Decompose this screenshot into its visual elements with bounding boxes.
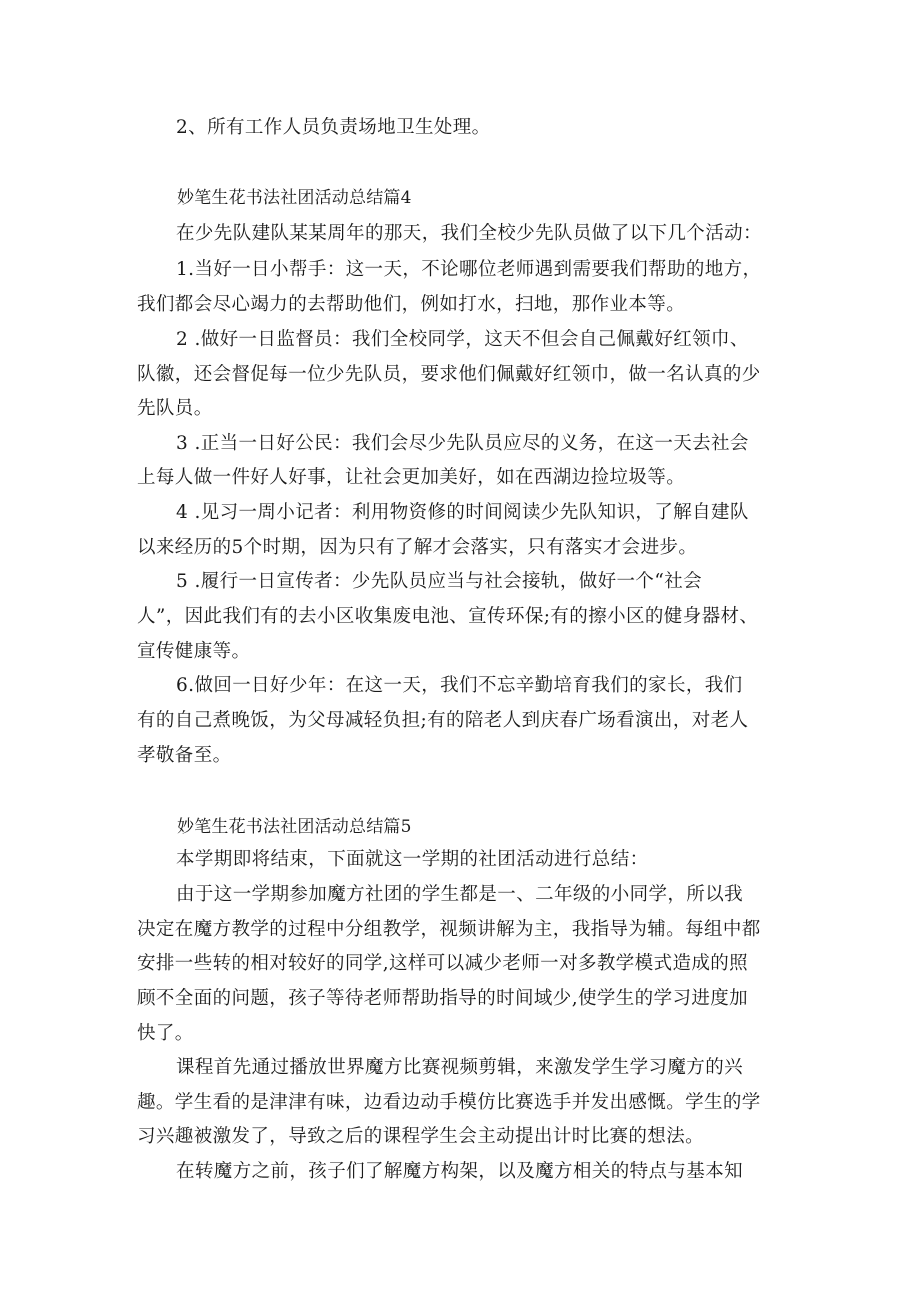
text-line: 安排一些转的相对较好的同学,这样可以减少老师一对多教学模式造成的照 (137, 953, 749, 974)
text-line: 趣。学生看的是津津有味，边看边动手模仿比赛选手并发出感慨。学生的学 (137, 1092, 761, 1113)
text-line: 有的自己煮晚饭，为父母减轻负担;有的陪老人到庆春广场看演出，对老人 (137, 710, 749, 731)
section-title: 妙笔生花书法社团活动总结篇5 (177, 817, 412, 837)
text-line: 4 .见习一周小记者：利用物资修的时间阅读少先队知识，了解自建队 (176, 502, 749, 523)
text-line: 习兴趣被激发了，导致之后的课程学生会主动提出计时比赛的想法。 (137, 1126, 705, 1147)
text-line: 队徽，还会督促每一位少先队员，要求他们佩戴好红领巾，做一名认真的少 (137, 364, 761, 385)
text-line: 1.当好一日小帮手：这一天，不论哪位老师遇到需要我们帮助的地方， (176, 259, 762, 280)
text-line: 3 .正当一日好公民：我们会尽少先队员应尽的义务，在这一天去社会 (176, 433, 749, 454)
text-line: 宣传健康等。 (137, 641, 251, 662)
text-line: 以来经历的5个时期，因为只有了解才会落实，只有落实才会进步。 (137, 537, 698, 558)
section-title: 妙笔生花书法社团活动总结篇4 (177, 188, 412, 208)
text-line: 上每人做一件好人好事，让社会更加美好，如在西湖边捡垃圾等。 (137, 467, 686, 488)
text-line: 6.做回一日好少年：在这一天，我们不忘辛勤培育我们的家长，我们 (176, 675, 743, 696)
text-line: 快了。 (137, 1023, 194, 1044)
text-line: 由于这一学期参加魔方社团的学生都是一、二年级的小同学，所以我 (176, 884, 744, 905)
text-line: 在少先队建队某某周年的那天，我们全校少先队员做了以下几个活动： (176, 223, 762, 244)
text-line: 决定在魔方教学的过程中分组教学，视频讲解为主，我指导为辅。每组中都 (137, 919, 761, 940)
text-line: 课程首先通过播放世界魔方比赛视频剪辑，来激发学生学习魔方的兴 (176, 1057, 744, 1078)
text-line: 2 .做好一日监督员：我们全校同学，这天不但会自己佩戴好红领巾、 (176, 329, 749, 350)
text-line: 先队员。 (137, 398, 213, 419)
text-line: 我们都会尽心竭力的去帮助他们，例如打水，扫地，那作业本等。 (137, 294, 686, 315)
text-line: 2、所有工作人员负责场地卫生处理。 (176, 117, 491, 138)
text-line: 在转魔方之前，孩子们了解魔方构架，以及魔方相关的特点与基本知 (176, 1161, 744, 1182)
text-line: 本学期即将结束，下面就这一学期的社团活动进行总结： (176, 849, 649, 870)
text-line: 孝敬备至。 (137, 745, 232, 766)
text-line: 顾不全面的问题，孩子等待老师帮助指导的时间域少,使学生的学习进度加 (137, 988, 749, 1009)
text-line: 5 .履行一日宣传者：少先队员应当与社会接轨，做好一个“社会 (176, 571, 702, 592)
text-line: 人”，因此我们有的去小区收集废电池、宣传环保;有的擦小区的健身器材、 (137, 606, 759, 627)
